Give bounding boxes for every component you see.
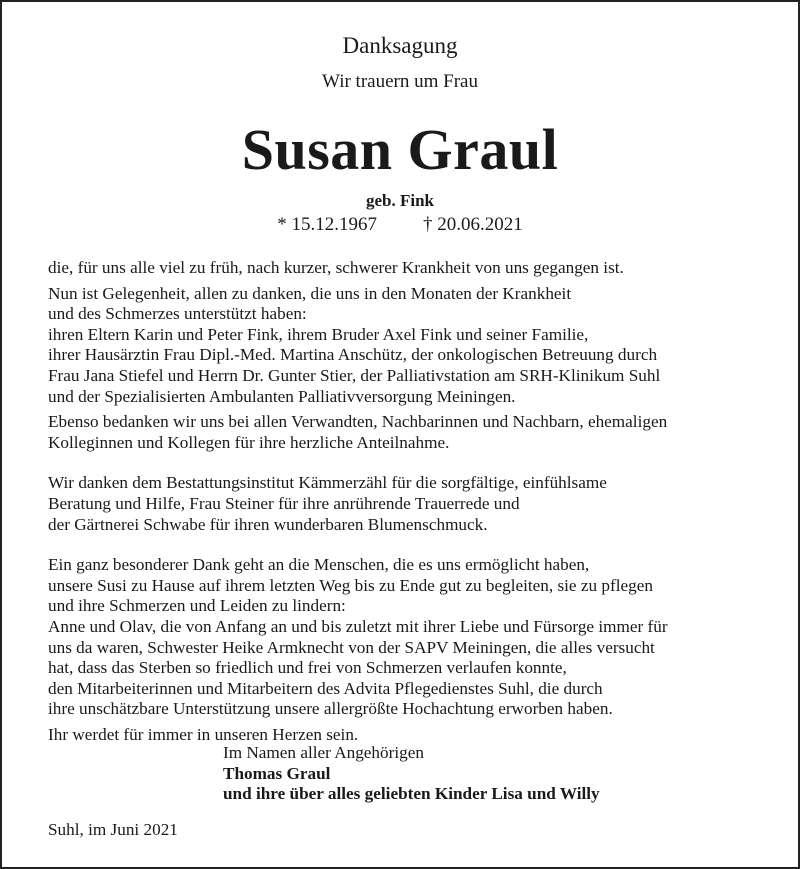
text-line: Ebenso bedanken wir uns bei allen Verwandten, Nachbarinnen und Nachbarn, ehemaligen [48, 412, 668, 432]
thanks-paragraph-neighbors [48, 412, 768, 453]
intro-paragraph [48, 258, 768, 279]
text-line: uns da waren, Schwester Heike Armknecht von der SAPV Meiningen, die alles versucht [48, 637, 655, 657]
mourning-line: Wir trauern um Frau [322, 71, 478, 92]
text-line: die, für uns alle viel zu früh, nach kurzer, schwerer Krankheit von uns gegangen ist. [48, 258, 624, 277]
signer-name: Thomas Graul [223, 763, 331, 783]
text-line: und des Schmerzes unterstützt haben: [48, 304, 307, 324]
text-line: ihre unschätzbare Unterstützung unsere allergrößte Hochachtung erworben haben. [48, 699, 613, 719]
text-line: ihrer Hausärztin Frau Dipl.-Med. Martina Anschütz, der onkologischen Betreuung durch [48, 345, 658, 365]
text-line: und der Spezialisierten Ambulanten Palliativversorgung Meiningen. [48, 386, 516, 406]
text-line: Ein ganz besonderer Dank geht an die Menschen, die es uns ermöglicht haben, [48, 555, 590, 575]
text-line: unsere Susi zu Hause auf ihrem letzten Weg bis zu Ende gut zu begleiten, sie zu pflegen [48, 575, 653, 595]
thanks-paragraph-funeral [48, 473, 768, 535]
children-line: und ihre über alles geliebten Kinder Lisa und Willy [223, 784, 600, 804]
on-behalf-line: Im Namen aller Angehörigen [223, 743, 424, 762]
text-line: der Gärtnerei Schwabe für ihren wunderbaren Blumenschmuck. [48, 514, 488, 534]
life-dates [2, 213, 798, 237]
text-line: Anne und Olav, die von Anfang an und bis zuletzt mit ihrer Liebe und Fürsorge immer für [48, 616, 668, 636]
text-line: und ihre Schmerzen und Leiden zu lindern: [48, 596, 346, 616]
thanks-paragraph-family [48, 284, 768, 408]
death-date: † 20.06.2021 [423, 214, 523, 235]
birth-name: geb. Fink [365, 191, 435, 210]
notice-heading: Danksagung [342, 33, 458, 58]
place-date: Suhl, im Juni 2021 [48, 820, 178, 839]
text-line: Wir danken dem Bestattungsinstitut Kämmerzähl für die sorgfältige, einfühlsame [48, 473, 607, 493]
text-line: Kolleginnen und Kollegen für ihre herzliche Anteilnahme. [48, 432, 450, 452]
notice-body [48, 258, 768, 745]
thanks-paragraph-care [48, 555, 768, 720]
text-line: den Mitarbeiterinnen und Mitarbeitern des Advita Pflegedienstes Suhl, die durch [48, 678, 603, 698]
text-line: ihren Eltern Karin und Peter Fink, ihrem Bruder Axel Fink und seiner Familie, [48, 324, 589, 344]
text-line: hat, dass das Sterben so friedlich und frei von Schmerzen verlaufen konnte, [48, 658, 567, 678]
text-line: Ihr werdet für immer in unseren Herzen sein. [48, 724, 359, 744]
deceased-name: Susan Graul [241, 117, 559, 182]
text-line: Frau Jana Stiefel und Herrn Dr. Gunter Stier, der Palliativstation am SRH-Klinikum Suhl [48, 365, 661, 385]
text-line: Nun ist Gelegenheit, allen zu danken, die uns in den Monaten der Krankheit [48, 283, 572, 303]
signature-block [223, 743, 600, 805]
text-line: Beratung und Hilfe, Frau Steiner für ihre anrührende Trauerrede und [48, 493, 520, 513]
birth-date: * 15.12.1967 [277, 214, 377, 235]
